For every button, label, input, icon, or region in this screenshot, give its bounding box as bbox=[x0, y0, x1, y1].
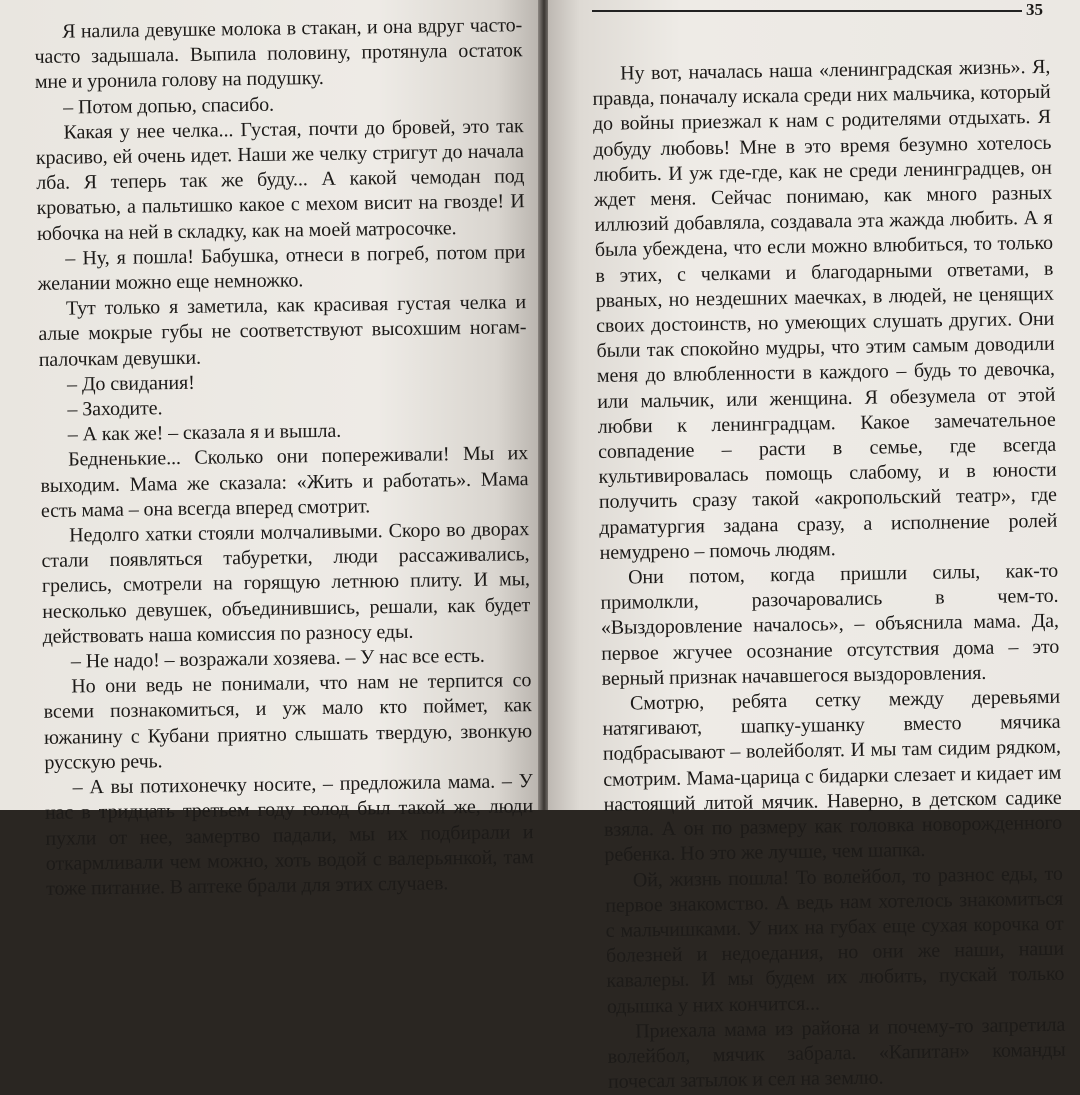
paragraph: Ну вот, началась наша «ленинградская жизнь». Я, правда, поначалу искала среди них мальчика, который до войны приезжал к нам с родителями отдыхать. Я добуду любовь! Мне в это время безумно хотелось любить. И уж где-где, как не среди ленинградцев, он ждет меня. Сейчас понимаю, как много разных иллюзий добавляла, создавала эта жажда любить. А я была убеждена, что если можно влюбиться, то только в этих, с челками и благодарными ответами, в рваных, но нездешних маечках, в людей, не ценящих своих достоинств, но умеющих слушать других. Они были так спокойно мудры, что этим самым доводили меня до влюбленности в каждого – будь то девочка, или мальчик, или женщина. Я обезумела от этой любви к ленинградцам. Какое замечательное совпадение – расти в семье, где всегда культивировалась помощь слабому, и в юности получить сразу такой «акропольский театр», где драматургия задана сразу, а исполнение ролей немудрено – помочь людям. bbox=[592, 55, 1058, 564]
paragraph: Приехала мама из района и почему-то запретила волейбол, мячик забрала. «Капитан» команды почесал затылок и сел на землю. bbox=[607, 1013, 1066, 1093]
paragraph: Ой, жизнь пошла! То волейбол, то разнос еды, то первое знакомство. А ведь нам хотелось знакомиться с мальчишками. У них на губах еще сухая корочка от болезней и недоедания, но они же наши, наши кавалеры. И мы будем их любить, пускай только одышка у них кончится... bbox=[605, 862, 1065, 1018]
paragraph: Смотрю, ребята сетку между деревьями натягивают, шапку-ушанку вместо мячика подбрасывают – волейболят. И мы там сидим рядком, смотрим. Мама-царица с бидарки слезает и кидает им настоящий литой мячик. Наверно, в детском садике взяла. А он по размеру как головка новорожденного ребенка. Но это же лучше, чем шапка. bbox=[602, 685, 1063, 867]
paragraph: – Заходите. bbox=[67, 397, 163, 421]
paragraph: Тут только я заметила, как красивая густая челка и алые мокрые губы не соответствуют высохшим ногам-палочкам девушки. bbox=[38, 291, 527, 371]
paragraph: – Не надо! – возражали хозяева. – У нас все есть. bbox=[70, 644, 485, 673]
header-rule bbox=[592, 10, 1022, 12]
paragraph: Какая у нее челка... Густая, почти до бровей, это так красиво, ей очень идет. Наши же челку стригут до начала лба. Я теперь так же буду... А какой чемодан под кроватью, а пальтишко какое с мехом висит на гвозде! И юбочка на ней в складку, как на моей матросочке. bbox=[35, 114, 525, 245]
left-page bbox=[0, 0, 540, 900]
paragraph: – До свидания! bbox=[66, 371, 195, 396]
paragraph: Недолго хатки стояли молчаливыми. Скоро во дворах стали появляться табуретки, люди рассаживались, грелись, смотрели на горящую летнюю плиту. И мы, несколько девушек, объединившись, решали, как будет действовать наша комиссия по разносу еды. bbox=[41, 518, 531, 648]
paragraph: – Потом допью, спасибо. bbox=[63, 93, 275, 119]
paragraph: – А вы потихонечку носите, – предложила мама. – У нас в тридцать третьем году голод был такой же, люди пухли от нее, замертво падали, мы их подбирали и откармливали чем можно, хоть водой с валерьянкой, там тоже питание. В аптеке брали для этих случаев. bbox=[44, 770, 534, 900]
paragraph: Но они ведь не понимали, что нам не терпится со всеми познакомиться, и уж мало кто поймет, как южанину с Кубани приятно слышать твердую, звонкую русскую речь. bbox=[43, 669, 533, 774]
left-page-text bbox=[34, 13, 534, 902]
right-page-text bbox=[592, 55, 1066, 1095]
paragraph: Бедненькие... Сколько они попереживали! Мы их выходим. Мама же сказала: «Жить и работать». Мама есть мама – она всегда вперед смотрит. bbox=[40, 442, 529, 522]
page-number: 35 bbox=[1026, 0, 1043, 19]
paragraph: – А как же! – сказала я и вышла. bbox=[67, 420, 342, 446]
paragraph: Я налила девушке молока в стакан, и она вдруг часто-часто задышала. Выпила половину, протянула остаток мне и уронила голову на подушку. bbox=[34, 14, 523, 94]
paragraph: – Ну, я пошла! Бабушка, отнеси в погреб, потом при желании можно еще немножко. bbox=[37, 240, 526, 296]
paragraph: Они потом, когда пришли силы, как-то примолкли, разочаровались в чем-то. «Выздоровление началось», – объяснила мама. Да, первое жгучее осознание отсутствия дома – это верный признак начавшегося выздоровления. bbox=[600, 559, 1060, 690]
right-page bbox=[548, 0, 1080, 1093]
